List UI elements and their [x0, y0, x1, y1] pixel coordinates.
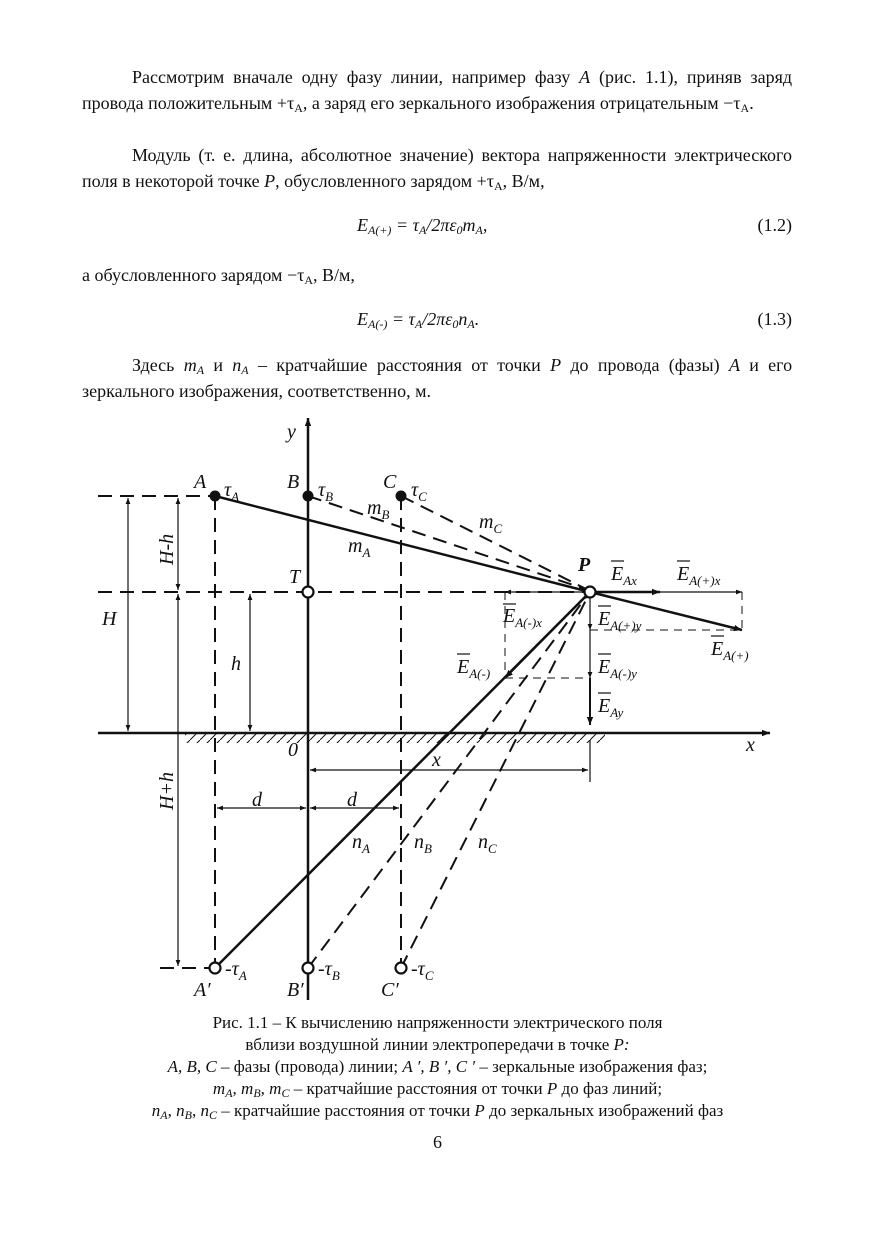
label-T: T — [289, 566, 301, 588]
label-H-minus-h: H-h — [156, 533, 178, 565]
label-neg-tau-B: $-\tau_B$ — [318, 958, 340, 983]
label-B-prime: B′ — [287, 979, 304, 1001]
equation-1-2-number: (1.2) — [757, 215, 792, 235]
conductor-A — [210, 491, 221, 502]
label-A: A — [194, 471, 207, 493]
label-H-plus-h: H+h — [156, 772, 178, 810]
label-x-distance: x — [432, 749, 441, 771]
label-E-A-plus-y — [597, 606, 642, 633]
equation-1-3 — [82, 306, 792, 332]
label-P: P — [578, 554, 591, 576]
caption-line-4: $m_A$, $m_B$, $m_C$ – кратчайшие расстояния от точки P до фаз линий; — [212, 1079, 663, 1100]
label-E-A-minus-x — [502, 604, 542, 630]
label-m-A: $m_A$ — [348, 535, 371, 560]
equation-1-2 — [82, 212, 792, 238]
paragraph-1: Рассмотрим вначале одну фазу линии, например фазу A (рис. 1.1), приняв заряд провода положительным $+\tau_А$, а заряд его зеркального изображения отрицательным $-\tau_А$. — [82, 67, 793, 115]
svg-text:EA(-): $E_{A(-)}$ — [457, 656, 491, 681]
line-n-B — [308, 592, 590, 968]
label-E-A-minus-y — [597, 654, 637, 681]
caption-line-2: вблизи воздушной линии электропередачи в точке P: — [245, 1035, 630, 1054]
figure-1-1 — [0, 410, 875, 1010]
label-d-1: d — [252, 789, 262, 811]
label-tau-B: $\tau_B$ — [318, 479, 334, 504]
point-T — [303, 587, 314, 598]
page-number: 6 — [433, 1132, 442, 1152]
equation-1-3-formula: $E_{A(-)} = \tau_A/2\pi\varepsilon_0n_A$. — [357, 309, 480, 331]
label-C-prime: C′ — [381, 979, 399, 1001]
svg-text:EA(-)y: $E_{A(-)y}$ — [598, 656, 637, 681]
equation-1-3-number: (1.3) — [757, 309, 792, 329]
label-E-A-plus — [710, 636, 749, 663]
label-y: y — [287, 421, 296, 443]
equation-1-2-formula: $E_{A(+)} = \tau_A/2\pi\varepsilon_0m_A$, — [357, 215, 488, 237]
label-n-C: $n_C$ — [478, 831, 497, 856]
svg-text:EA(+)x: $E_{A(+)x}$ — [677, 563, 721, 588]
figure-caption — [40, 1012, 835, 1122]
label-tau-A: $\tau_A$ — [224, 479, 240, 504]
svg-text:EA(+)y: $E_{A(+)y}$ — [598, 608, 642, 633]
label-H: H — [102, 608, 117, 630]
line-n-C — [401, 592, 590, 968]
caption-line-5: $n_A$, $n_B$, $n_C$ – кратчайшие расстояния от точки P до зеркальных изображений фаз — [151, 1101, 724, 1122]
label-C: C — [383, 471, 397, 493]
label-E-Ax — [610, 561, 637, 588]
label-E-A-plus-x — [676, 561, 721, 588]
paragraph-3: а обусловленного зарядом $-\tau_А$, В/м, — [82, 265, 355, 287]
line-m-C — [401, 496, 588, 590]
label-m-B: $m_B$ — [367, 497, 390, 522]
label-m-C: $m_C$ — [479, 511, 503, 536]
label-B: B — [287, 471, 300, 493]
mirror-A — [210, 963, 221, 974]
label-origin: 0 — [288, 739, 298, 761]
label-neg-tau-A: $-\tau_A$ — [225, 958, 247, 983]
point-P — [585, 587, 596, 598]
caption-line-1: Рис. 1.1 – К вычислению напряженности электрического поля — [212, 1013, 663, 1032]
label-tau-C: $\tau_C$ — [411, 479, 427, 504]
label-neg-tau-C: $-\tau_C$ — [411, 958, 434, 983]
caption-line-3: A, B, C – фазы (провода) линии; A ′, B ′, C ′ – зеркальные изображения фаз; — [167, 1057, 708, 1076]
svg-text:EAx: $E_{Ax}$ — [611, 563, 637, 588]
label-x: x — [746, 734, 755, 756]
label-n-B: $n_B$ — [414, 831, 432, 856]
mirror-B — [303, 963, 314, 974]
svg-text:EA(-)x: $E_{A(-)x}$ — [503, 605, 542, 630]
svg-text:EA(+): $E_{A(+)}$ — [711, 638, 749, 663]
conductor-B — [303, 491, 314, 502]
label-d-2: d — [347, 789, 357, 811]
svg-text:EAy: $E_{Ay}$ — [598, 695, 624, 720]
line-m-A — [215, 496, 590, 592]
label-E-A-minus — [456, 654, 490, 681]
paragraph-2: Модуль (т. е. длина, абсолютное значение) вектора напряженности электрического поля в некоторой точке P, обусловленного зарядом $+\tau_А$, В/м, — [82, 145, 792, 193]
ground-hatch — [185, 733, 605, 743]
paragraph-4: Здесь $m_A$ и $n_A$ – кратчайшие расстояния от точки P до провода (фазы) A и его зеркального изображения, соответственно, м. — [82, 355, 793, 401]
conductor-C — [396, 491, 407, 502]
label-A-prime: A′ — [194, 979, 211, 1001]
label-E-Ay — [597, 693, 623, 720]
label-n-A: $n_A$ — [352, 831, 370, 856]
mirror-C — [396, 963, 407, 974]
vector-E-A-minus — [505, 592, 590, 678]
label-h: h — [231, 653, 241, 675]
